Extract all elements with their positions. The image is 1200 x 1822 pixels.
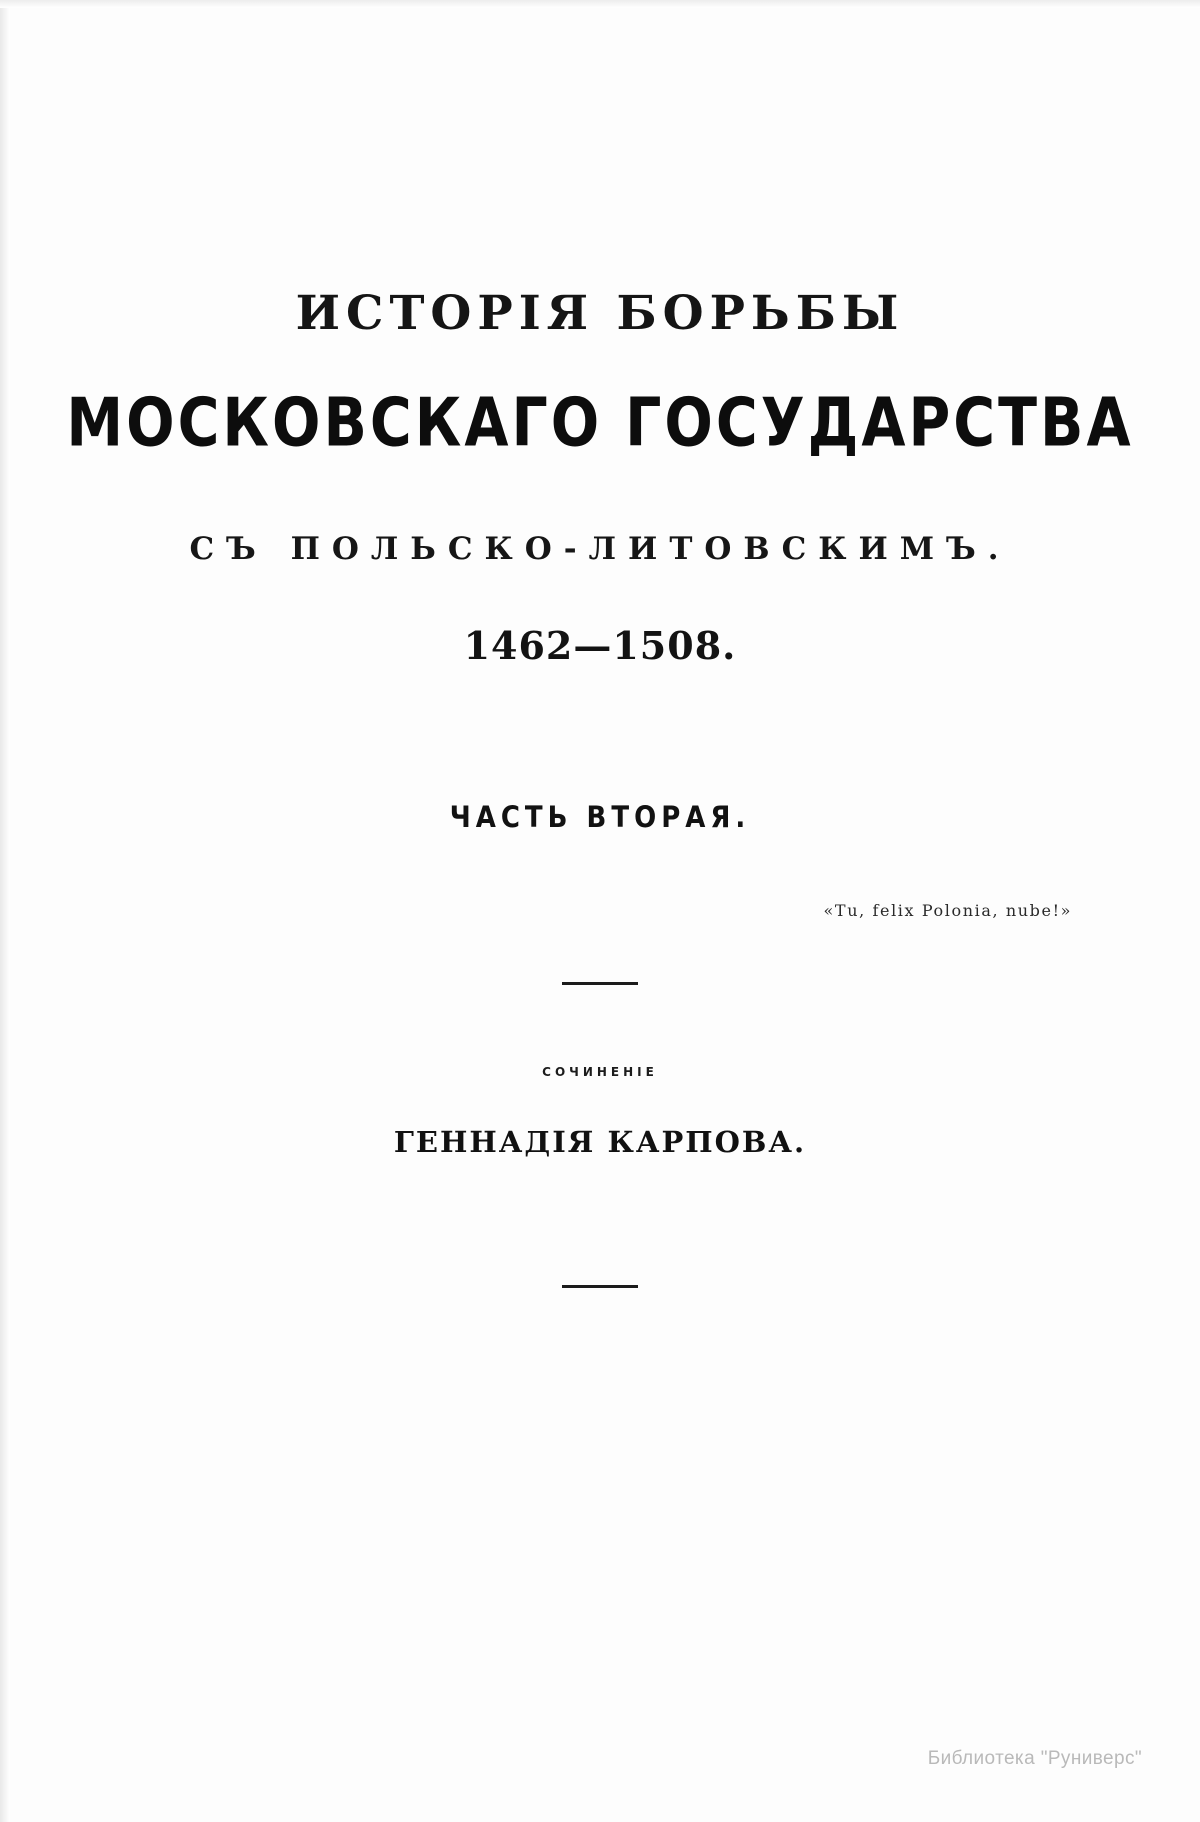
part-label: ЧАСТЬ ВТОРАЯ.	[449, 801, 751, 835]
divider-rule-top	[562, 982, 638, 985]
epigraph: «Tu, felix Polonia, nube!»	[823, 901, 1072, 920]
book-title-line-2: МОСКОВСКАГО ГОСУДАРСТВА	[66, 383, 1134, 462]
author-name: ГЕННАДІЯ КАРПОВА.	[393, 1125, 807, 1159]
divider-rule-bottom	[562, 1285, 638, 1288]
library-watermark: Библиотека "Руниверс"	[927, 1748, 1142, 1769]
divider-rule-bottom-wrap	[0, 1285, 1200, 1288]
book-title-line-1: ИСТОРІЯ БОРЬБЫ	[295, 286, 905, 341]
date-range: 1462—1508.	[463, 623, 737, 668]
book-title-line-3: СЪ ПОЛЬСКО-ЛИТОВСКИМЪ.	[189, 531, 1011, 567]
divider-rule-top-wrap	[0, 982, 1200, 985]
byline-label: СОЧИНЕНІЕ	[542, 1065, 658, 1079]
